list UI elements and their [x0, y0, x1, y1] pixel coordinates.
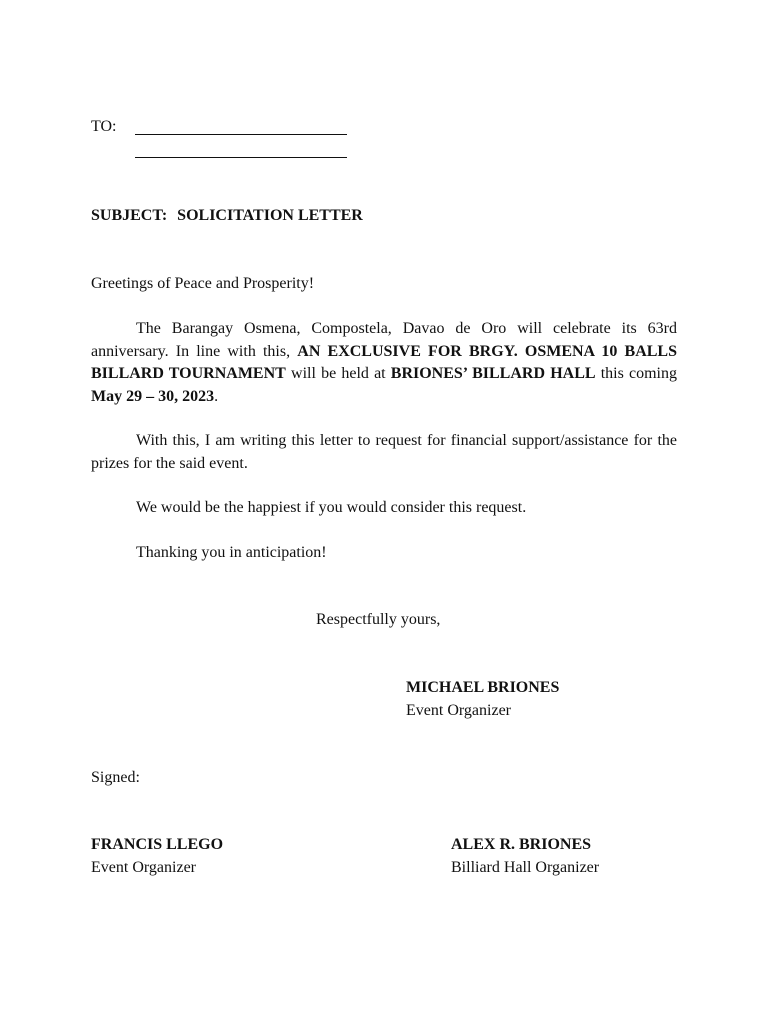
signature-right: [451, 834, 599, 879]
body-paragraph-1: [91, 318, 677, 408]
signatory-role: Billiard Hall Organizer: [451, 858, 600, 876]
signatory-name: FRANCIS LLEGO: [91, 836, 224, 853]
venue-name: BRIONES’ BILLARD HALL: [390, 365, 596, 382]
signature-main: [406, 677, 559, 722]
closing: Respectfully yours,: [316, 611, 441, 628]
recipient-line-1: [135, 134, 347, 135]
to-label: TO:: [91, 118, 117, 135]
body-paragraph-4: Thanking you in anticipation!: [136, 544, 327, 561]
subject-label: SUBJECT:: [91, 207, 168, 224]
paragraph-1-text-1: The Barangay Osmena, Compostela, Davao de Oro will celebrate its 63rd anniversary. In line with this,: [91, 320, 677, 360]
paragraph-1-text-3: this coming: [595, 365, 677, 382]
tournament-name: AN EXCLUSIVE FOR BRGY. OSMENA 10 BALLS BILLARD TOURNAMENT: [91, 342, 678, 382]
recipient-line-2: [135, 157, 347, 158]
signatory-role: Event Organizer: [406, 701, 511, 719]
signatory-role: Event Organizer: [91, 858, 196, 876]
event-date: May 29 – 30, 2023: [91, 387, 215, 405]
signed-label: Signed:: [91, 769, 140, 786]
signatory-name: ALEX R. BRIONES: [451, 836, 592, 853]
signatory-name: MICHAEL BRIONES: [406, 679, 560, 696]
paragraph-1-text-4: .: [214, 387, 219, 405]
paragraph-1-text-2: will be held at: [285, 365, 391, 382]
signature-left: [91, 834, 223, 879]
subject-line: [91, 205, 363, 228]
greeting: Greetings of Peace and Prosperity!: [91, 275, 315, 292]
body-paragraph-2: With this, I am writing this letter to request for financial support/assistance for the prizes for the said event.: [91, 432, 677, 472]
subject-value: SOLICITATION LETTER: [177, 207, 363, 224]
body-paragraph-3: We would be the happiest if you would consider this request.: [136, 499, 527, 516]
